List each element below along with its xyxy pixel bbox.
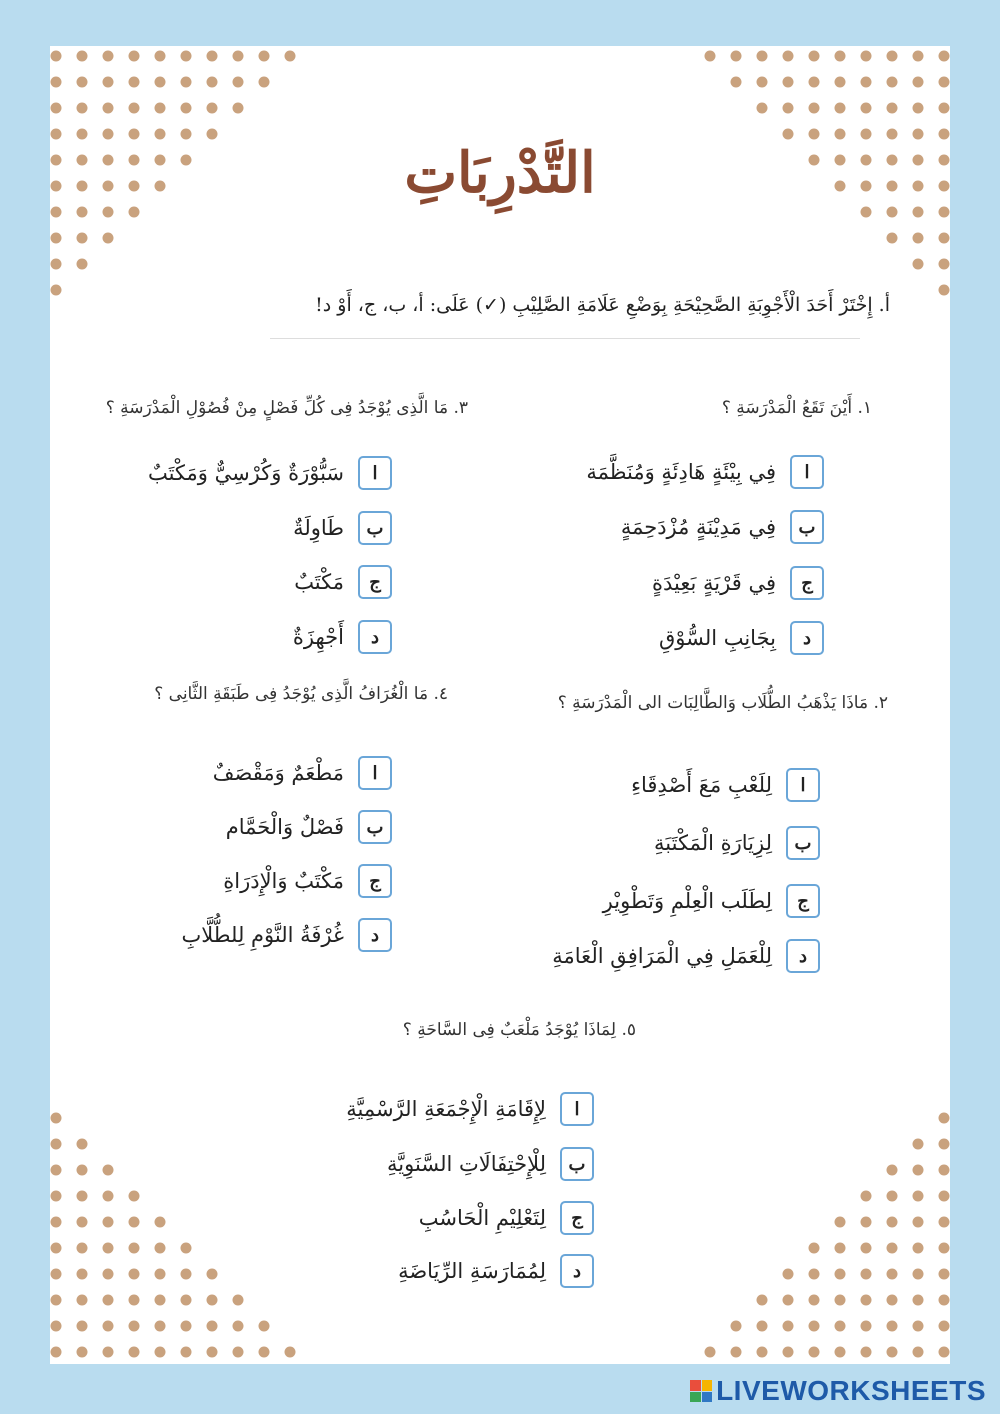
liveworksheets-brand[interactable] <box>690 1376 986 1406</box>
option-letter-badge[interactable]: ج <box>358 864 392 898</box>
question-2-option-a[interactable] <box>631 768 820 802</box>
option-letter-badge[interactable]: د <box>786 939 820 973</box>
question-1-option-c[interactable] <box>652 566 824 600</box>
option-text: فِي مَدِيْنَةٍ مُزْدَحِمَةٍ <box>620 515 776 539</box>
question-5-option-d[interactable] <box>398 1254 594 1288</box>
option-text: لِزِيَارَةِ الْمَكْتَبَةِ <box>654 831 772 855</box>
option-text: لِلْإِحْتِفَالَاتِ السَّنَوِيَّةِ <box>387 1152 546 1176</box>
option-text: لِلْعَمَلِ فِي الْمَرَافِقِ الْعَامَةِ <box>552 944 772 968</box>
option-letter-badge[interactable]: ب <box>358 810 392 844</box>
instruction-divider <box>270 338 860 339</box>
option-text: لِطَلَب الْعِلْمِ وَتَطْوِيْرِ <box>602 889 772 913</box>
option-text: أَجْهِزَةٌ <box>292 625 344 649</box>
question-3-option-b[interactable] <box>293 511 392 545</box>
question-3-option-d[interactable] <box>293 620 392 654</box>
question-5-option-a[interactable] <box>346 1092 594 1126</box>
option-letter-badge[interactable]: د <box>358 620 392 654</box>
option-letter-badge[interactable]: ج <box>790 566 824 600</box>
question-1-option-d[interactable] <box>659 621 824 655</box>
option-letter-badge[interactable]: ا <box>786 768 820 802</box>
option-letter-badge[interactable]: ا <box>358 456 392 490</box>
option-text: غُرْفَةُ النَّوْمِ لِلطُّلَّابِ <box>181 923 344 947</box>
option-letter-badge[interactable]: ج <box>786 884 820 918</box>
option-text: لِتَعْلِيْمِ الْحَاسُبِ <box>418 1206 546 1230</box>
option-letter-badge[interactable]: ا <box>790 455 824 489</box>
question-3-option-a[interactable] <box>148 456 392 490</box>
question-5-option-b[interactable] <box>387 1147 594 1181</box>
option-letter-badge[interactable]: ج <box>358 565 392 599</box>
question-4-option-d[interactable] <box>181 918 392 952</box>
question-1-option-a[interactable] <box>586 455 824 489</box>
option-text: فِي بِيْئَةٍ هَادِئَةٍ وَمُنَظَّمَة <box>586 460 776 484</box>
question-1-option-b[interactable] <box>621 510 824 544</box>
brand-text: LIVEWORKSHEETS <box>716 1375 986 1406</box>
option-text: مَطْعَمٌ وَمَقْصَفٌ <box>212 761 344 785</box>
page-title: التَّدْرِبَاتِ <box>404 140 596 206</box>
question-3-option-c[interactable] <box>294 565 392 599</box>
question-4-option-c[interactable] <box>223 864 392 898</box>
question-5-title: ٥. لِمَاذَا يُوْجَدُ مَلْعَبٌ فِى السَّاحَةِ ؟ <box>402 1020 636 1040</box>
option-text: لِلَعْبِ مَعَ أَصْدِقَاءِ <box>631 773 772 797</box>
option-text: لِمُمَارَسَةِ الرِّيَاضَةِ <box>398 1259 546 1283</box>
option-letter-badge[interactable]: ب <box>786 826 820 860</box>
option-text: بِجَانِبِ السُّوْقِ <box>658 626 776 650</box>
option-letter-badge[interactable]: ج <box>560 1201 594 1235</box>
instruction-text: أ. إِخْتَرْ أَحَدَ الْأَجْوِبَةِ الصَّحِيْحَةِ بِوَضْعِ عَلَامَةِ الصَّلِيْبِ (✓) عَلَى: أ، ب، ج، أَوْ د! <box>315 294 890 316</box>
question-5-option-c[interactable] <box>419 1201 594 1235</box>
liveworksheets-logo-icon <box>690 1380 712 1402</box>
question-4-title: ٤. مَا الْغُرَافُ الَّذِى يُوْجَدُ فِى طَبَقَةِ الثَّانِى ؟ <box>154 684 448 704</box>
option-text: لِإِقَامَةِ الْإِجْمَعَةِ الرَّسْمِيَّةِ <box>346 1097 546 1121</box>
option-letter-badge[interactable]: د <box>790 621 824 655</box>
option-letter-badge[interactable]: د <box>560 1254 594 1288</box>
option-letter-badge[interactable]: د <box>358 918 392 952</box>
option-letter-badge[interactable]: ا <box>358 756 392 790</box>
option-letter-badge[interactable]: ا <box>560 1092 594 1126</box>
question-4-option-a[interactable] <box>213 756 392 790</box>
question-3-title: ٣. مَا الَّذِى يُوْجَدُ فِى كُلِّ فَصْلٍ مِنْ فُصُوْلِ الْمَدْرَسَةِ ؟ <box>105 398 468 418</box>
option-letter-badge[interactable]: ب <box>790 510 824 544</box>
option-text: سَبُّوْرَةٌ وَكُرْسِيٌّ وَمَكْتَبٌ <box>147 461 344 485</box>
option-letter-badge[interactable]: ب <box>358 511 392 545</box>
question-2-title: ٢. مَاذَا يَذْهَبُ الطُّلَاب وَالطَّالِبَات الى الْمَدْرَسَةِ ؟ <box>557 693 888 713</box>
question-4-option-b[interactable] <box>226 810 392 844</box>
question-1-title: ١. أَيْنَ تَقَعُ الْمَدْرَسَةِ ؟ <box>721 398 872 418</box>
option-text: مَكْتَبٌ <box>294 570 344 594</box>
option-text: مَكْتَبٌ وَالْإِدَرَاةِ <box>223 869 344 893</box>
option-text: طَاوِلَةٌ <box>293 516 344 540</box>
option-text: فَصْلٌ وَالْحَمَّام <box>225 815 344 839</box>
question-2-option-b[interactable] <box>654 826 820 860</box>
question-2-option-c[interactable] <box>603 884 820 918</box>
question-2-option-d[interactable] <box>552 939 820 973</box>
option-letter-badge[interactable]: ب <box>560 1147 594 1181</box>
option-text: فِي قَرْيَةٍ بَعِيْدَةٍ <box>652 571 776 595</box>
